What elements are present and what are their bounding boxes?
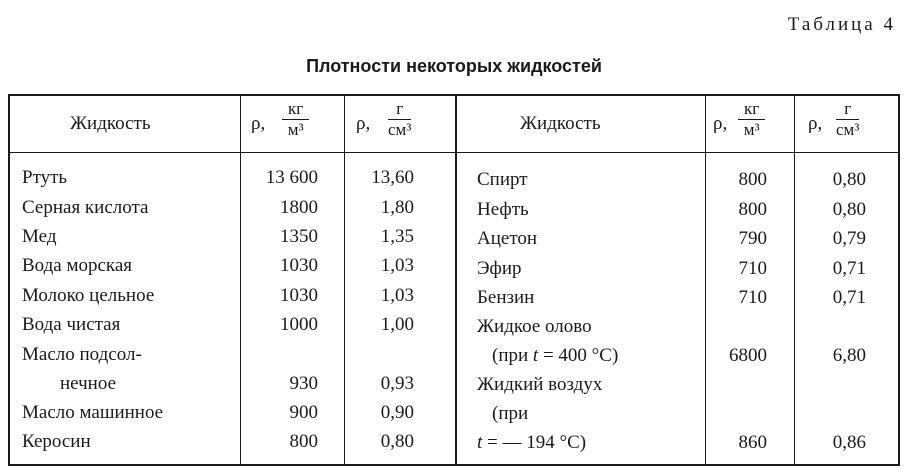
density-g-cm3: 0,86: [832, 432, 866, 453]
liquid-condition-continued: t = — 194 °С): [477, 432, 587, 453]
density-kg-m3: 1350: [280, 226, 318, 247]
table-caption: Таблица 4: [787, 14, 896, 35]
header-liquid-left: Жидкость: [70, 113, 151, 134]
header-rho-kg-right: ρ,: [713, 113, 728, 134]
density-kg-m3: 790: [738, 228, 767, 249]
density-g-cm3: 0,71: [832, 258, 866, 279]
density-kg-m3: 900: [289, 402, 318, 423]
column-divider: [455, 94, 457, 466]
liquid-condition: (при: [492, 403, 529, 424]
density-g-cm3: 0,93: [380, 373, 414, 394]
liquid-name: Серная кислота: [22, 197, 149, 218]
density-g-cm3: 1,00: [380, 314, 414, 335]
table-title: Плотности некоторых жидкостей: [306, 56, 602, 76]
unit-kg-m3-right: кг м³: [738, 100, 765, 139]
density-kg-m3: 930: [289, 373, 318, 394]
liquid-name: Нефть: [477, 199, 529, 220]
liquid-name: Масло подсол-: [22, 344, 142, 365]
column-divider: [705, 94, 706, 466]
density-g-cm3: 13,60: [371, 167, 414, 188]
density-g-cm3: 0,80: [832, 169, 866, 190]
liquid-name: Мед: [22, 226, 57, 247]
density-g-cm3: 1,35: [380, 226, 414, 247]
density-g-cm3: 6,80: [832, 345, 866, 366]
liquid-name: Вода морская: [22, 255, 133, 276]
density-kg-m3: 710: [738, 258, 767, 279]
liquid-condition: (при t = 400 °С): [492, 345, 619, 366]
density-kg-m3: 710: [738, 287, 767, 308]
density-kg-m3: 6800: [729, 345, 767, 366]
density-g-cm3: 0,71: [832, 287, 866, 308]
unit-kg-m3-left: кг м³: [282, 100, 309, 139]
header-liquid-right: Жидкость: [520, 113, 601, 134]
liquid-name: Жидкий воздух: [477, 374, 603, 395]
density-g-cm3: 1,03: [380, 285, 414, 306]
density-g-cm3: 1,80: [380, 197, 414, 218]
density-kg-m3: 13 600: [265, 167, 318, 188]
header-rho-g-left: ρ,: [356, 113, 371, 134]
liquid-name: Керосин: [22, 431, 91, 452]
density-kg-m3: 800: [738, 169, 767, 190]
liquid-name: Бензин: [477, 287, 535, 308]
density-kg-m3: 800: [289, 431, 318, 452]
liquid-name: Эфир: [477, 258, 522, 279]
density-g-cm3: 0,79: [832, 228, 866, 249]
density-g-cm3: 0,80: [832, 199, 866, 220]
unit-g-cm3-left: г см³: [388, 99, 412, 139]
header-divider: [8, 152, 900, 153]
header-rho-kg-left: ρ,: [251, 113, 266, 134]
density-g-cm3: 1,03: [380, 255, 414, 276]
density-kg-m3: 860: [738, 432, 767, 453]
unit-g-cm3-right: г см³: [836, 99, 860, 139]
liquid-name: Ртуть: [22, 167, 68, 188]
density-kg-m3: 1000: [280, 314, 318, 335]
density-g-cm3: 0,80: [380, 431, 414, 452]
liquid-name: Ацетон: [477, 228, 538, 249]
liquid-name: Молоко цельное: [22, 285, 155, 306]
liquid-name-continued: нечное: [60, 373, 117, 394]
density-kg-m3: 1800: [280, 197, 318, 218]
density-g-cm3: 0,90: [380, 402, 414, 423]
liquid-name: Жидкое олово: [477, 316, 592, 337]
density-kg-m3: 1030: [280, 285, 318, 306]
liquid-name: Спирт: [477, 169, 528, 190]
header-rho-g-right: ρ,: [808, 113, 823, 134]
liquid-name: Масло машинное: [22, 402, 164, 423]
column-divider: [794, 94, 795, 466]
density-kg-m3: 1030: [280, 255, 318, 276]
liquid-name: Вода чистая: [22, 314, 121, 335]
density-kg-m3: 800: [738, 199, 767, 220]
